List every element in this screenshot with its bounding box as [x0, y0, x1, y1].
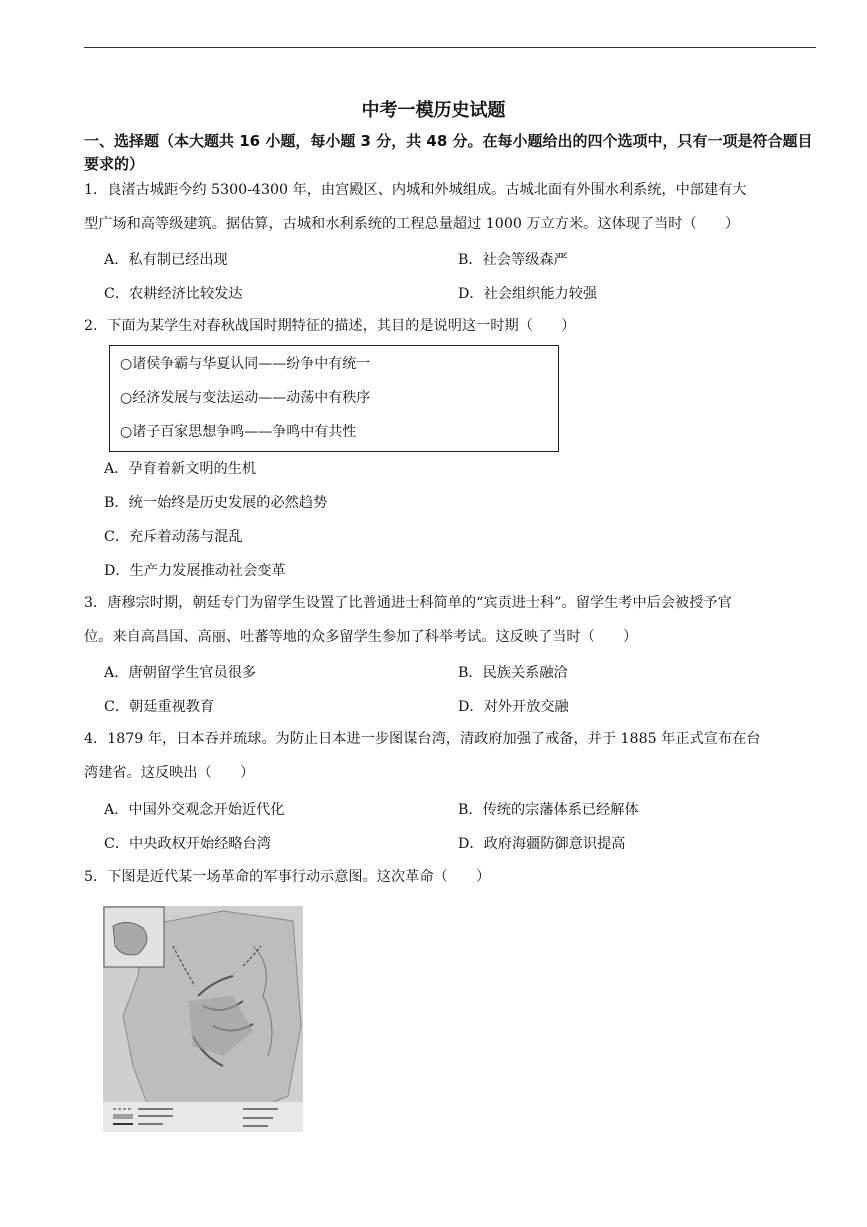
question-2-line-1: 2．下面为某学生对春秋战国时期特征的描述，其目的是说明这一时期（ ）: [84, 318, 576, 334]
q3-option-b[interactable]: B．民族关系融洽: [458, 665, 568, 681]
section-heading: 一、选择题（本大题共 16 小题，每小题 3 分，共 48 分。在每小题给出的四个选项中，只有一项是符合题目要求的）: [84, 132, 813, 173]
q2-box-line-2: ○经济发展与变法运动——动荡中有秩序: [120, 390, 371, 406]
question-2-stem: [84, 309, 819, 343]
question-3-stem: [84, 586, 819, 654]
q2-option-c[interactable]: C．充斥着动荡与混乱: [104, 529, 243, 545]
q3-option-d[interactable]: D．对外开放交融: [458, 699, 569, 715]
q1-option-d[interactable]: D．社会组织能力较强: [458, 286, 598, 302]
q2-option-a[interactable]: A．孕育着新文明的生机: [104, 461, 257, 477]
q4-option-c[interactable]: C．中央政权开始经略台湾: [104, 836, 271, 852]
q2-box-line-1: ○诸侯争霸与华夏认同——纷争中有统一: [120, 356, 371, 372]
question-3-line-2: 位。来自高昌国、高丽、吐蕃等地的众多留学生参加了科举考试。这反映了当时（ ）: [84, 629, 638, 645]
q2-option-d[interactable]: D．生产力发展推动社会变革: [104, 563, 286, 579]
page-title: 中考一模历史试题: [361, 100, 506, 121]
question-4-line-1: 4．1879 年，日本吞并琉球。为防止日本进一步图谋台湾，清政府加强了戒备，并于 1885 年正式宣布在台: [84, 731, 761, 747]
question-1-line-2: 型广场和高等级建筑。据估算，古城和水利系统的工程总量超过 1000 万立方米。这体现了当时（ ）: [84, 216, 740, 232]
q2-option-b[interactable]: B．统一始终是历史发展的必然趋势: [104, 495, 328, 511]
q4-option-b[interactable]: B．传统的宗藩体系已经解体: [458, 802, 639, 818]
q1-option-b[interactable]: B．社会等级森严: [458, 252, 568, 268]
header-rule: [84, 47, 816, 48]
question-5-line-1: 5．下图是近代某一场革命的军事行动示意图。这次革命（ ）: [84, 869, 491, 885]
q4-option-d[interactable]: D．政府海疆防御意识提高: [458, 836, 626, 852]
question-3-line-1: 3．唐穆宗时期，朝廷专门为留学生设置了比普通进士科简单的“宾贡进士科”。留学生考中后会被授予官: [84, 595, 732, 611]
q3-option-a[interactable]: A．唐朝留学生官员很多: [104, 665, 257, 681]
q1-option-c[interactable]: C．农耕经济比较发达: [104, 286, 243, 302]
q2-box-line-3: ○诸子百家思想争鸣——争鸣中有共性: [120, 424, 357, 440]
question-5-stem: [84, 860, 819, 894]
question-1-line-1: 1．良渚古城距今约 5300-4300 年，由宫殿区、内城和外城组成。古城北面有外围水利系统，中部建有大: [84, 182, 747, 198]
q1-option-a[interactable]: A．私有制已经出现: [104, 252, 228, 268]
q4-option-a[interactable]: A．中国外交观念开始近代化: [104, 802, 285, 818]
q2-description-box: [109, 345, 559, 452]
question-4-stem: [84, 722, 819, 790]
military-campaign-map-image: [103, 906, 303, 1132]
question-4-line-2: 湾建省。这反映出（ ）: [84, 765, 255, 781]
question-1-stem: [84, 173, 819, 241]
q3-option-c[interactable]: C．朝廷重视教育: [104, 699, 215, 715]
